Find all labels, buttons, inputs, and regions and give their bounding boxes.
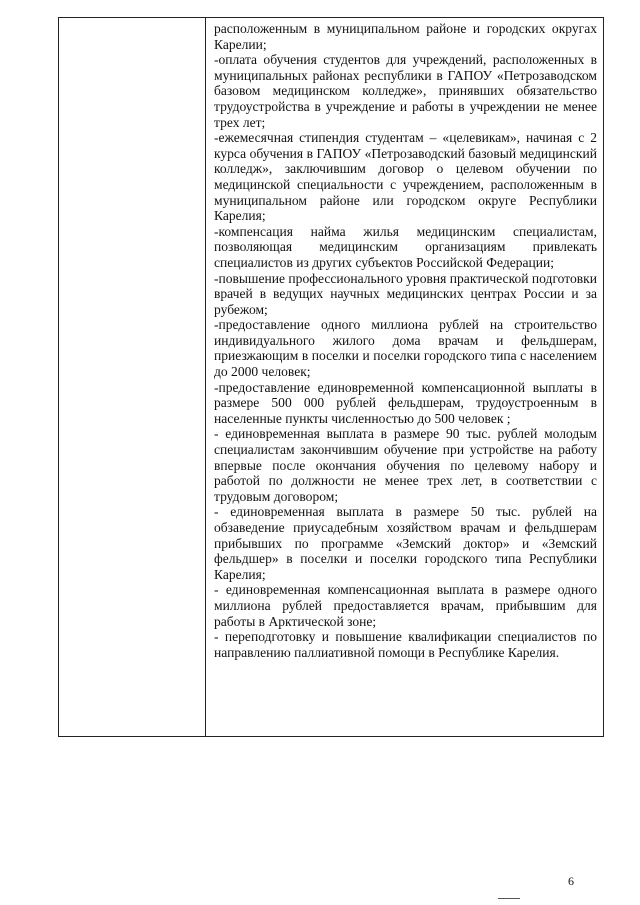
list-item: - единовременная компенсационная выплата в размере одного миллиона рублей предоставляется врачам, прибывшим для работы в Арктической зоне;	[214, 582, 597, 629]
list-item: -компенсация найма жилья медицинским специалистам, позволяющая медицинским организациям привлекать специалистов из других субъектов Российской Федерации;	[214, 223, 597, 270]
list-item: -повышение профессионального уровня практической подготовки врачей в ведущих научных медицинских центрах России и за рубежом;	[214, 270, 597, 317]
list-item: - единовременная выплата в размере 90 тыс. рублей молодым специалистам закончившим обучение при устройстве на работу впервые после окончания обучения по целевому набору и работой по должности не менее трех лет, в соответствии с трудовым договором;	[214, 426, 597, 504]
page-number: 6	[568, 874, 574, 888]
list-item: -ежемесячная стипендия студентам – «целевикам», начиная с 2 курса обучения в ГАПОУ «Петрозаводский базовый медицинский колледж», заключившим договор о целевом обучении по медицинской специальности с учреждением, расположенным в муниципальном районе или городском округе Республики Карелия;	[214, 130, 597, 224]
list-item: - единовременная выплата в размере 50 тыс. рублей на обзаведение приусадебным хозяйством врачам и фельдшерам прибывших по программе «Земский доктор» и «Земский фельдшер» в поселки и поселки городского типа Республики Карелия;	[214, 504, 597, 582]
table-left-cell	[59, 18, 206, 736]
footer-divider	[498, 898, 520, 899]
list-item: -оплата обучения студентов для учреждений, расположенных в муниципальных районах республики в ГАПОУ «Петрозаводском базовом медицинском колледже», принявших обязательство трудоустройства в учреждение и работы в учреждении не менее трех лет;	[214, 52, 597, 130]
list-item: -предоставление единовременной компенсационной выплаты в размере 500 000 рублей фельдшерам, трудоустроенным в населенные пункты численностью до 500 человек ;	[214, 379, 597, 426]
table-right-cell	[206, 18, 603, 736]
measures-table	[58, 17, 604, 737]
list-item: расположенным в муниципальном районе и городских округах Карелии;	[214, 21, 597, 52]
list-item: -предоставление одного миллиона рублей на строительство индивидуального жилого дома врачам и фельдшерам, приезжающим в поселки и поселки городского типа с населением до 2000 человек;	[214, 317, 597, 380]
list-item: - переподготовку и повышение квалификации специалистов по направлению паллиативной помощи в Республике Карелия.	[214, 629, 597, 660]
